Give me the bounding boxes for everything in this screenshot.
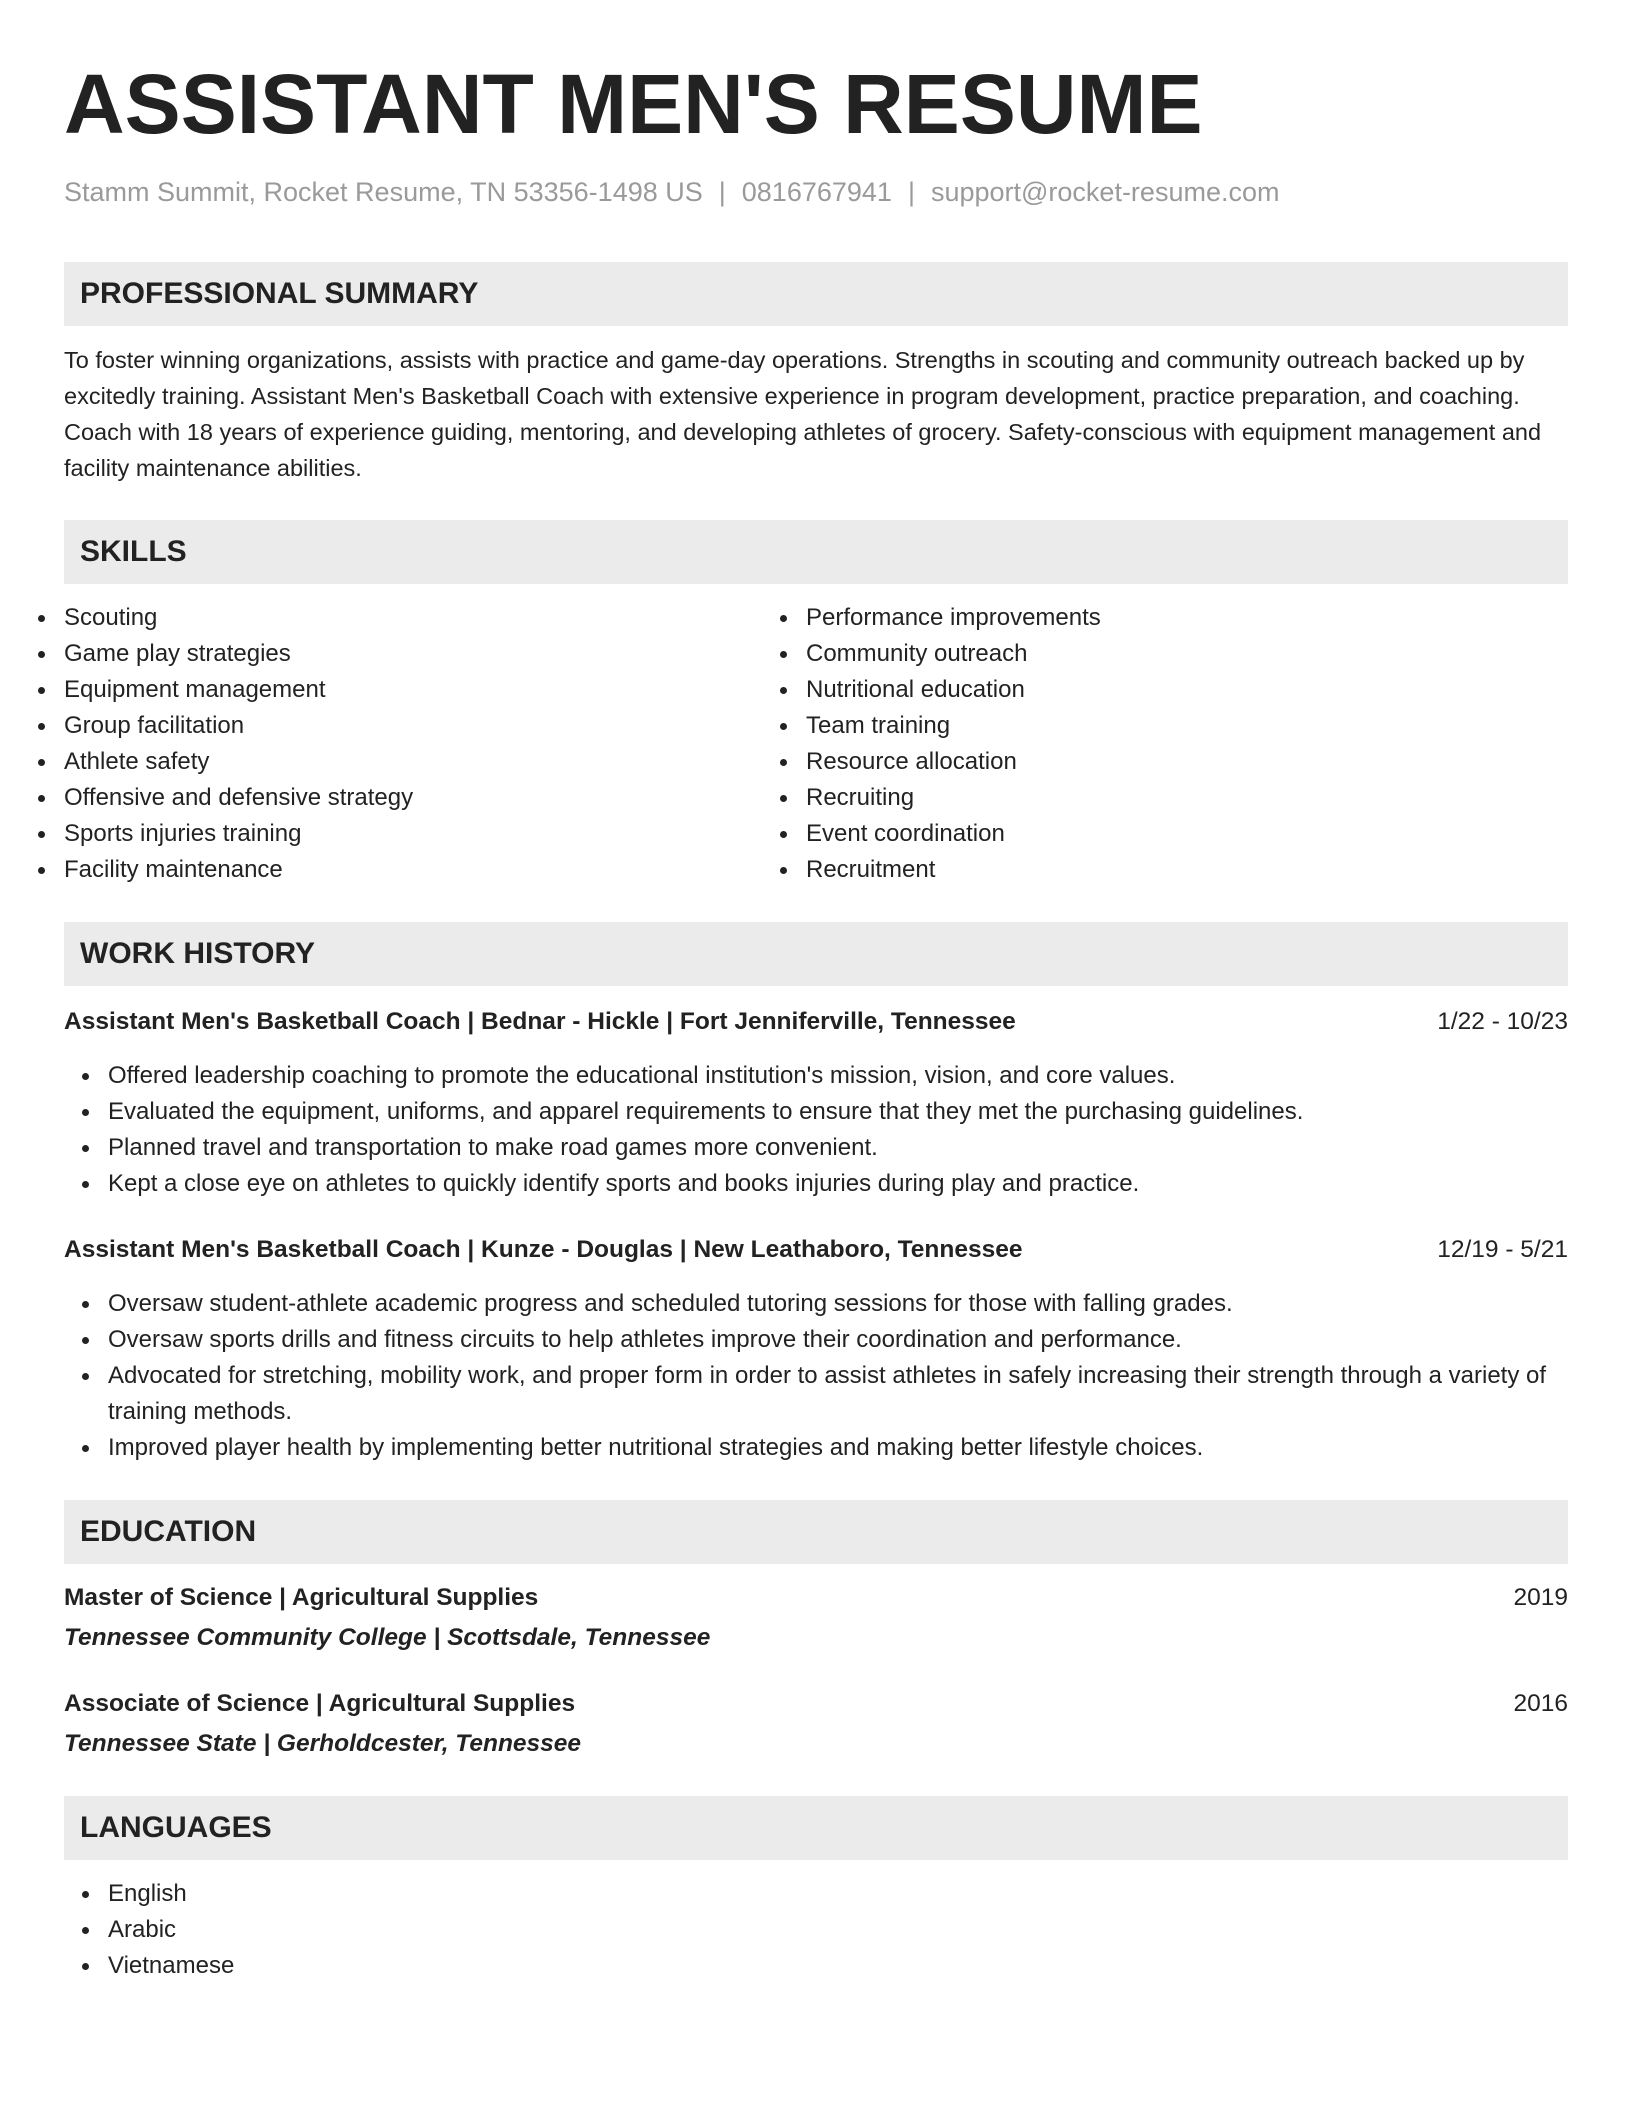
job-title: Assistant Men's Basketball Coach | Kunze - Douglas | New Leathaboro, Tennessee bbox=[64, 1236, 1023, 1263]
skills-columns bbox=[64, 600, 1568, 888]
education-degree: Associate of Science | Agricultural Supplies bbox=[64, 1690, 576, 1717]
skill-item: Recruiting bbox=[806, 780, 1548, 816]
section-heading-skills: SKILLS bbox=[64, 520, 1568, 584]
skill-item: Team training bbox=[806, 708, 1548, 744]
education-header bbox=[64, 1686, 1568, 1722]
education-header bbox=[64, 1580, 1568, 1616]
job-bullet: Oversaw sports drills and fitness circuits to help athletes improve their coordination and performance. bbox=[108, 1322, 1568, 1358]
skill-item: Sports injuries training bbox=[64, 816, 806, 852]
contact-separator: | bbox=[718, 177, 726, 207]
language-item: Vietnamese bbox=[108, 1948, 1568, 1984]
skill-item: Event coordination bbox=[806, 816, 1548, 852]
job-bullet: Kept a close eye on athletes to quickly identify sports and books injuries during play and practice. bbox=[108, 1166, 1568, 1202]
summary-section bbox=[64, 262, 1568, 486]
contact-phone: 0816767941 bbox=[741, 177, 892, 207]
education-school: Tennessee State | Gerholdcester, Tennessee bbox=[64, 1730, 582, 1757]
job-header bbox=[64, 1004, 1568, 1040]
skill-item: Facility maintenance bbox=[64, 852, 806, 888]
skill-item: Game play strategies bbox=[64, 636, 806, 672]
skill-item: Nutritional education bbox=[806, 672, 1548, 708]
job-date: 1/22 - 10/23 bbox=[1437, 1008, 1568, 1035]
resume-name: ASSISTANT MEN'S RESUME bbox=[64, 57, 1203, 151]
job-bullet: Improved player health by implementing better nutritional strategies and making better lifestyle choices. bbox=[108, 1430, 1568, 1466]
job-bullet: Advocated for stretching, mobility work, and proper form in order to assist athletes in safely increasing their strength through a variety of training methods. bbox=[108, 1358, 1568, 1430]
job-bullets bbox=[64, 1286, 1568, 1466]
skill-item: Resource allocation bbox=[806, 744, 1548, 780]
job-header bbox=[64, 1232, 1568, 1268]
contact-line bbox=[64, 174, 1568, 210]
education-school: Tennessee Community College | Scottsdale, Tennessee bbox=[64, 1624, 711, 1651]
education-entry bbox=[64, 1580, 1568, 1656]
section-heading-summary: PROFESSIONAL SUMMARY bbox=[64, 262, 1568, 326]
skill-item: Group facilitation bbox=[64, 708, 806, 744]
language-item: Arabic bbox=[108, 1912, 1568, 1948]
job-entry bbox=[64, 1232, 1568, 1466]
section-heading-work-history: WORK HISTORY bbox=[64, 922, 1568, 986]
skill-item: Community outreach bbox=[806, 636, 1548, 672]
education-section bbox=[64, 1500, 1568, 1762]
skill-item: Equipment management bbox=[64, 672, 806, 708]
skills-list-right bbox=[806, 600, 1548, 888]
section-heading-languages: LANGUAGES bbox=[64, 1796, 1568, 1860]
job-title: Assistant Men's Basketball Coach | Bednar - Hickle | Fort Jenniferville, Tennessee bbox=[64, 1008, 1016, 1035]
skill-item: Scouting bbox=[64, 600, 806, 636]
contact-separator: | bbox=[907, 177, 915, 207]
skill-item: Recruitment bbox=[806, 852, 1548, 888]
contact-address: Stamm Summit, Rocket Resume, TN 53356-1498 US bbox=[64, 177, 703, 207]
education-year: 2019 bbox=[1513, 1584, 1568, 1611]
languages-section bbox=[64, 1796, 1568, 1984]
job-date: 12/19 - 5/21 bbox=[1437, 1236, 1568, 1263]
education-degree: Master of Science | Agricultural Supplies bbox=[64, 1584, 539, 1611]
job-entry bbox=[64, 1004, 1568, 1202]
language-item: English bbox=[108, 1876, 1568, 1912]
section-heading-education: EDUCATION bbox=[64, 1500, 1568, 1564]
work-history-section bbox=[64, 922, 1568, 1466]
job-bullet: Oversaw student-athlete academic progress and scheduled tutoring sessions for those with falling grades. bbox=[108, 1286, 1568, 1322]
summary-text: To foster winning organizations, assists with practice and game-day operations. Strengths in scouting and community outreach backed up by excitedly training. Assistant Men's Basketball Coach with extensive experience in program development, practice preparation, and coaching. Coach with 18 years of experience guiding, mentoring, and developing athletes of grocery. Safety-conscious with equipment management and facility maintenance abilities. bbox=[64, 347, 1542, 481]
skills-section bbox=[64, 520, 1568, 888]
contact-email: support@rocket-resume.com bbox=[930, 177, 1280, 207]
languages-list bbox=[64, 1876, 1568, 1984]
skill-item: Offensive and defensive strategy bbox=[64, 780, 806, 816]
job-bullet: Planned travel and transportation to make road games more convenient. bbox=[108, 1130, 1568, 1166]
skill-item: Athlete safety bbox=[64, 744, 806, 780]
job-bullet: Evaluated the equipment, uniforms, and apparel requirements to ensure that they met the purchasing guidelines. bbox=[108, 1094, 1568, 1130]
education-year: 2016 bbox=[1513, 1690, 1568, 1717]
job-bullet: Offered leadership coaching to promote the educational institution's mission, vision, and core values. bbox=[108, 1058, 1568, 1094]
job-bullets bbox=[64, 1058, 1568, 1202]
skill-item: Performance improvements bbox=[806, 600, 1548, 636]
skills-list-left bbox=[64, 600, 806, 888]
education-entry bbox=[64, 1686, 1568, 1762]
